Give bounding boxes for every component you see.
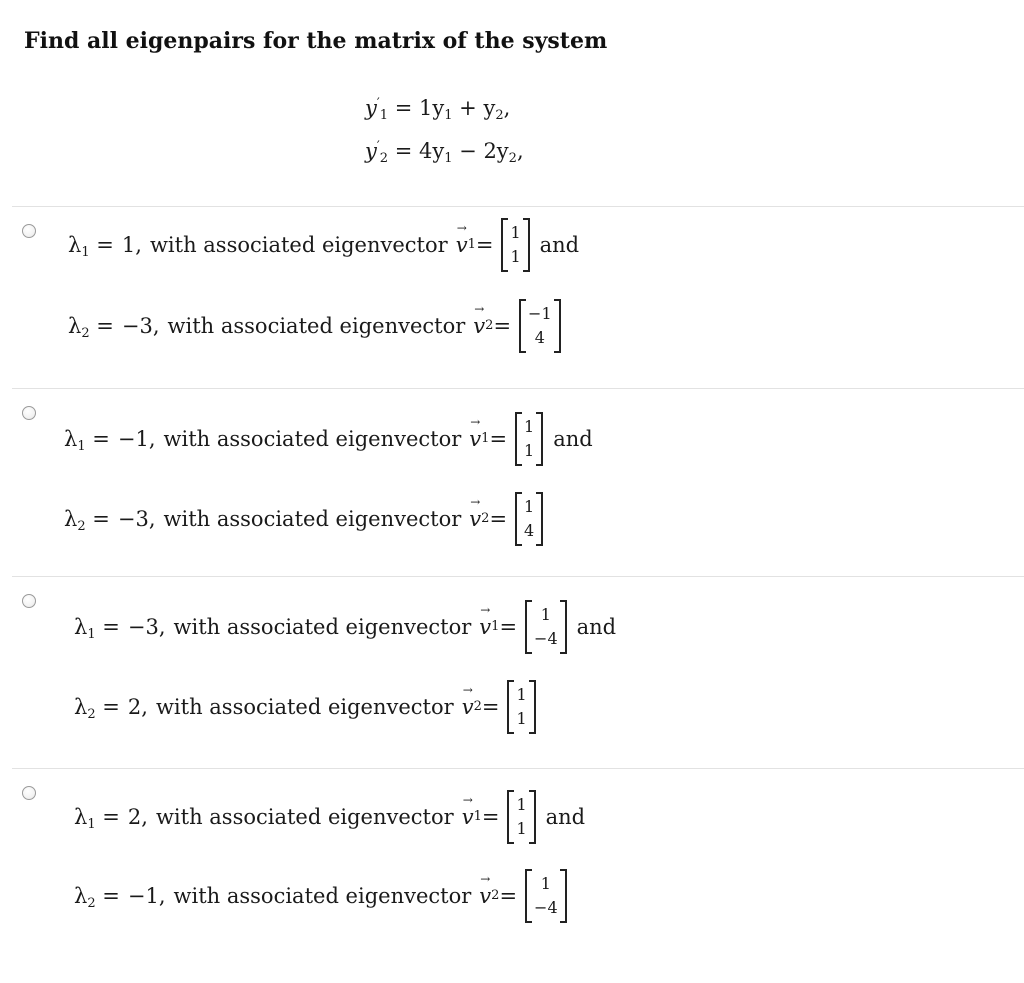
divider [12,206,1024,207]
eigenvector-matrix: 1 1 [507,680,535,734]
divider [12,576,1024,577]
eigenvector-matrix: 1 1 [507,790,535,844]
question-text: Find all eigenpairs for the matrix of the system [24,28,608,54]
option-1-line-1: $\lambda_1$ = 1 , with associated eigenvector v → 1 = 1 1 and [68,218,579,272]
eigenvector-matrix: −1 4 [519,299,561,353]
divider [12,388,1024,389]
option-2-radio[interactable] [22,406,36,420]
option-1-radio[interactable] [22,224,36,238]
eigenvector-matrix: 1 −4 [525,869,567,923]
eigenvector-matrix: 1 −4 [525,600,567,654]
equation-2: $y'_2 = 4y_1 - 2y_2$, [365,138,524,166]
option-3-line-1: $\lambda_1$ = −3 , with associated eigenvector v → 1 = 1 −4 and [74,600,616,654]
equation-1: $y'_1 = 1y_1 + y_2$, [365,95,511,123]
option-3-radio[interactable] [22,594,36,608]
option-4-line-2: $\lambda_2$ = −1 , with associated eigenvector v → 2 = 1 −4 [74,869,567,923]
equation-system [365,84,524,170]
divider [12,768,1024,769]
option-2-line-2: $\lambda_2$ = −3 , with associated eigenvector v → 2 = 1 4 [64,492,543,546]
option-1-line-2: $\lambda_2$ = −3 , with associated eigenvector v → 2 = −1 4 [68,299,561,353]
eigenvector-matrix: 1 1 [501,218,529,272]
eigenvector-matrix: 1 1 [515,412,543,466]
option-4-line-1: $\lambda_1$ = 2 , with associated eigenvector v → 1 = 1 1 and [74,790,585,844]
option-4-radio[interactable] [22,786,36,800]
option-3-line-2: $\lambda_2$ = 2 , with associated eigenvector v → 2 = 1 1 [74,680,536,734]
option-2-line-1: $\lambda_1$ = −1 , with associated eigenvector v → 1 = 1 1 and [64,412,593,466]
eigenvector-matrix: 1 4 [515,492,543,546]
